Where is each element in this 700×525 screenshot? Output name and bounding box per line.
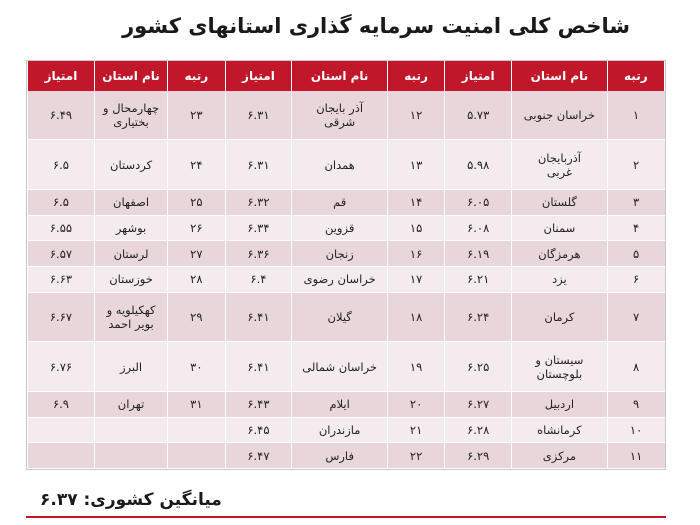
rank-cell: ۲ bbox=[607, 140, 664, 190]
province-cell: کرمانشاه bbox=[512, 417, 608, 443]
header-score: امتیاز bbox=[28, 61, 95, 91]
rank-cell: ۲۹ bbox=[168, 292, 225, 342]
table-header-row bbox=[28, 61, 665, 91]
rank-cell: ۲۰ bbox=[387, 391, 444, 417]
province-cell: گلستان bbox=[512, 189, 608, 215]
score-cell: ۶.۰۸ bbox=[445, 215, 512, 241]
rank-cell: ۱۲ bbox=[387, 91, 444, 140]
score-cell: ۶.۲۸ bbox=[445, 417, 512, 443]
rank-cell: ۸ bbox=[607, 342, 664, 392]
province-cell: خراسان رضوی bbox=[292, 266, 388, 292]
rank-cell: ۴ bbox=[607, 215, 664, 241]
score-cell: ۶.۳۱ bbox=[225, 140, 292, 190]
score-cell: ۶.۲۴ bbox=[445, 292, 512, 342]
score-cell: ۶.۵۷ bbox=[28, 241, 95, 267]
header-province: نام استان bbox=[512, 61, 608, 91]
province-cell: قم bbox=[292, 189, 388, 215]
rank-cell: ۲۸ bbox=[168, 266, 225, 292]
score-cell: ۶.۴ bbox=[225, 266, 292, 292]
province-cell bbox=[94, 417, 167, 443]
province-cell: خوزستان bbox=[94, 266, 167, 292]
province-cell: خراسان شمالی bbox=[292, 342, 388, 392]
score-cell: ۶.۵ bbox=[28, 189, 95, 215]
score-cell: ۶.۳۱ bbox=[225, 91, 292, 140]
rank-cell: ۹ bbox=[607, 391, 664, 417]
score-cell: ۶.۱۹ bbox=[445, 241, 512, 267]
table-row bbox=[28, 391, 665, 417]
table-row bbox=[28, 140, 665, 190]
table-row bbox=[28, 266, 665, 292]
score-cell: ۶.۷۶ bbox=[28, 342, 95, 392]
rank-cell: ۱۵ bbox=[387, 215, 444, 241]
rank-cell: ۱۶ bbox=[387, 241, 444, 267]
province-cell: آذر بایجان شرقی bbox=[292, 91, 388, 140]
score-cell: ۶.۴۹ bbox=[28, 91, 95, 140]
province-cell: قزوین bbox=[292, 215, 388, 241]
table-row bbox=[28, 91, 665, 140]
score-cell: ۶.۴۱ bbox=[225, 342, 292, 392]
rank-cell: ۳۰ bbox=[168, 342, 225, 392]
province-cell: همدان bbox=[292, 140, 388, 190]
score-cell: ۶.۰۵ bbox=[445, 189, 512, 215]
score-cell: ۶.۴۱ bbox=[225, 292, 292, 342]
header-province: نام استان bbox=[94, 61, 167, 91]
rank-cell: ۲۲ bbox=[387, 443, 444, 469]
province-cell: زنجان bbox=[292, 241, 388, 267]
province-cell bbox=[94, 443, 167, 469]
header-province: نام استان bbox=[292, 61, 388, 91]
rank-cell: ۲۵ bbox=[168, 189, 225, 215]
province-cell: سمنان bbox=[512, 215, 608, 241]
rank-cell: ۱۴ bbox=[387, 189, 444, 215]
table-row bbox=[28, 215, 665, 241]
rank-cell: ۱۱ bbox=[607, 443, 664, 469]
rank-cell: ۱۹ bbox=[387, 342, 444, 392]
score-cell: ۶.۲۵ bbox=[445, 342, 512, 392]
province-cell: بوشهر bbox=[94, 215, 167, 241]
province-cell: مازندران bbox=[292, 417, 388, 443]
score-cell: ۶.۴۷ bbox=[225, 443, 292, 469]
rank-cell: ۲۳ bbox=[168, 91, 225, 140]
rank-cell bbox=[168, 417, 225, 443]
score-cell bbox=[28, 443, 95, 469]
ranking-table-frame bbox=[26, 60, 666, 470]
header-rank: رتبه bbox=[168, 61, 225, 91]
score-cell: ۶.۳۲ bbox=[225, 189, 292, 215]
score-cell: ۶.۴۵ bbox=[225, 417, 292, 443]
province-cell: اردبیل bbox=[512, 391, 608, 417]
province-cell: ایلام bbox=[292, 391, 388, 417]
footer-divider bbox=[26, 516, 666, 518]
province-cell: چهارمحال و بختیاری bbox=[94, 91, 167, 140]
province-cell: مرکزی bbox=[512, 443, 608, 469]
rank-cell: ۲۴ bbox=[168, 140, 225, 190]
score-cell: ۶.۳۶ bbox=[225, 241, 292, 267]
rank-cell: ۷ bbox=[607, 292, 664, 342]
header-score: امتیاز bbox=[445, 61, 512, 91]
province-cell: البرز bbox=[94, 342, 167, 392]
province-cell: کردستان bbox=[94, 140, 167, 190]
score-cell: ۶.۵۵ bbox=[28, 215, 95, 241]
province-cell: آذربایجان غربی bbox=[512, 140, 608, 190]
score-cell: ۶.۶۷ bbox=[28, 292, 95, 342]
province-cell: هرمزگان bbox=[512, 241, 608, 267]
national-average: میانگین کشوری: ۶.۳۷ bbox=[40, 490, 222, 510]
score-cell: ۶.۵ bbox=[28, 140, 95, 190]
table-row bbox=[28, 443, 665, 469]
province-cell: سیستان و بلوچستان bbox=[512, 342, 608, 392]
score-cell: ۶.۲۹ bbox=[445, 443, 512, 469]
table-row bbox=[28, 189, 665, 215]
province-cell: فارس bbox=[292, 443, 388, 469]
province-cell: لرستان bbox=[94, 241, 167, 267]
rank-cell: ۳۱ bbox=[168, 391, 225, 417]
score-cell: ۶.۲۱ bbox=[445, 266, 512, 292]
province-cell: یزد bbox=[512, 266, 608, 292]
rank-cell bbox=[168, 443, 225, 469]
rank-cell: ۲۷ bbox=[168, 241, 225, 267]
rank-cell: ۵ bbox=[607, 241, 664, 267]
score-cell: ۶.۹ bbox=[28, 391, 95, 417]
rank-cell: ۲۱ bbox=[387, 417, 444, 443]
rank-cell: ۶ bbox=[607, 266, 664, 292]
table-row bbox=[28, 342, 665, 392]
score-cell: ۵.۷۳ bbox=[445, 91, 512, 140]
score-cell: ۶.۲۷ bbox=[445, 391, 512, 417]
header-rank: رتبه bbox=[607, 61, 664, 91]
table-row bbox=[28, 292, 665, 342]
score-cell: ۶.۴۳ bbox=[225, 391, 292, 417]
table-row bbox=[28, 241, 665, 267]
province-cell: گیلان bbox=[292, 292, 388, 342]
rank-cell: ۱۸ bbox=[387, 292, 444, 342]
province-cell: کرمان bbox=[512, 292, 608, 342]
rank-cell: ۳ bbox=[607, 189, 664, 215]
rank-cell: ۱۰ bbox=[607, 417, 664, 443]
header-score: امتیاز bbox=[225, 61, 292, 91]
rank-cell: ۲۶ bbox=[168, 215, 225, 241]
score-cell bbox=[28, 417, 95, 443]
province-cell: تهران bbox=[94, 391, 167, 417]
header-rank: رتبه bbox=[387, 61, 444, 91]
province-cell: اصفهان bbox=[94, 189, 167, 215]
table-row bbox=[28, 417, 665, 443]
province-cell: خراسان جنوبی bbox=[512, 91, 608, 140]
rank-cell: ۱۳ bbox=[387, 140, 444, 190]
rank-cell: ۱۷ bbox=[387, 266, 444, 292]
province-cell: کهکیلویه و بویر احمد bbox=[94, 292, 167, 342]
page-title: شاخص کلی امنیت سرمایه گذاری استانهای کشور bbox=[122, 14, 630, 38]
province-ranking-table bbox=[27, 61, 665, 469]
score-cell: ۵.۹۸ bbox=[445, 140, 512, 190]
rank-cell: ۱ bbox=[607, 91, 664, 140]
score-cell: ۶.۶۳ bbox=[28, 266, 95, 292]
table-body bbox=[28, 91, 665, 469]
score-cell: ۶.۳۴ bbox=[225, 215, 292, 241]
